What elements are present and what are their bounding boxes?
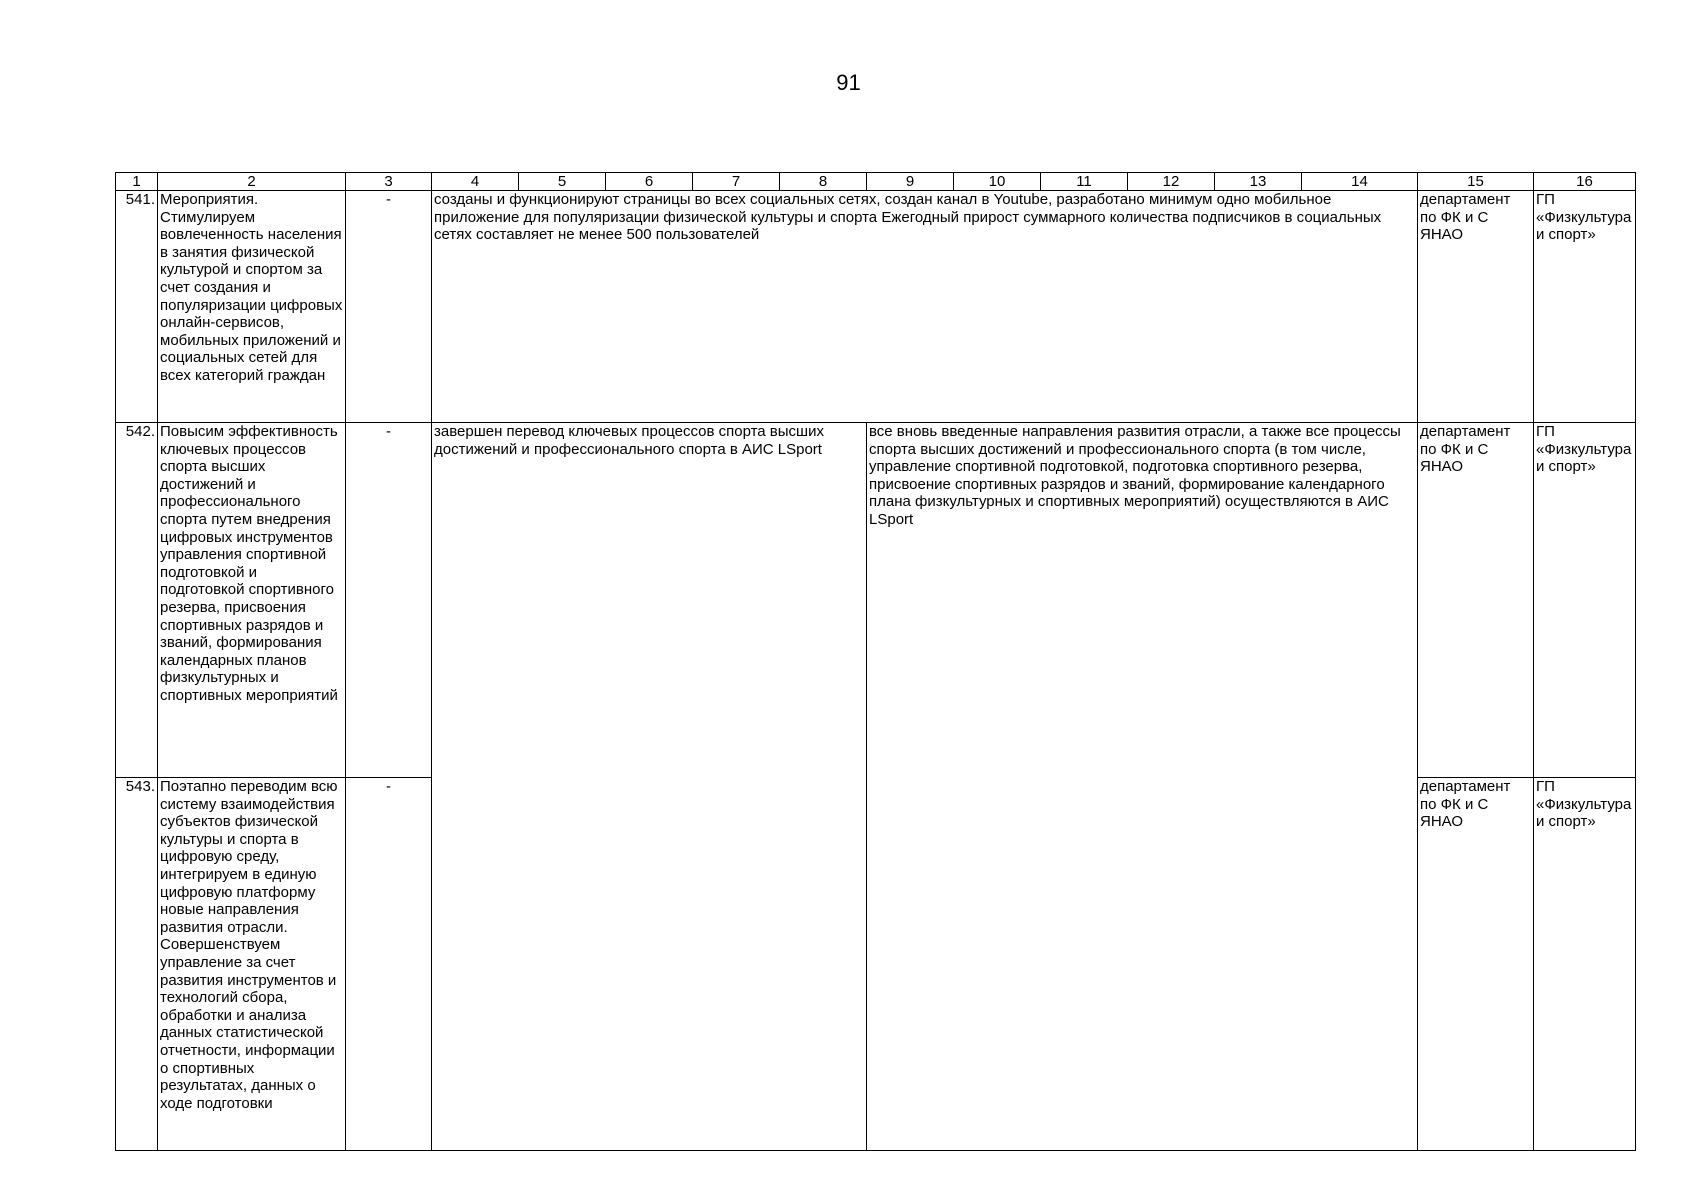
header-cell: 4 xyxy=(432,173,519,191)
header-cell: 9 xyxy=(867,173,954,191)
header-cell: 13 xyxy=(1215,173,1302,191)
header-cell: 16 xyxy=(1534,173,1636,191)
header-cell: 12 xyxy=(1128,173,1215,191)
responsible-cell: департамент по ФК и С ЯНАО xyxy=(1418,778,1534,1151)
header-cell: 7 xyxy=(693,173,780,191)
responsible-cell: департамент по ФК и С ЯНАО xyxy=(1418,423,1534,778)
header-cell: 3 xyxy=(346,173,432,191)
header-cell: 10 xyxy=(954,173,1041,191)
col3-value: - xyxy=(346,191,432,423)
measure-result-stage-2: все вновь введенные направления развития отрасли, а также все процессы спорта высших достижений и профессионального спорта (в том числе, управление спортивной подготовкой, подготовка спортивного резерва, присвоение спортивных разрядов и званий, формирование календарного плана физкультурных и спортивных мероприятий) осуществляются в АИС LSport xyxy=(867,423,1418,1151)
row-number: 541. xyxy=(116,191,158,423)
page-number: 91 xyxy=(836,70,861,95)
header-cell: 2 xyxy=(158,173,346,191)
program-cell: ГП «Физкультура и спорт» xyxy=(1534,191,1636,423)
program-cell: ГП «Физкультура и спорт» xyxy=(1534,778,1636,1151)
header-row xyxy=(116,173,1636,191)
header-cell: 6 xyxy=(606,173,693,191)
header-cell: 14 xyxy=(1302,173,1418,191)
row-number: 542. xyxy=(116,423,158,778)
header-cell: 15 xyxy=(1418,173,1534,191)
table-row xyxy=(116,423,1636,778)
measures-table xyxy=(115,172,1636,1151)
table-row xyxy=(116,191,1636,423)
measure-title: Поэтапно переводим всю систему взаимодействия субъектов физической культуры и спорта в цифровую среду, интегрируем в единую цифровую платформу новые направления развития отрасли. Совершенствуем управление за счет развития инструментов и технологий сбора, обработки и анализа данных статистической отчетности, информации о спортивных результатах, данных о ходе подготовки xyxy=(158,778,346,1151)
header-cell: 1 xyxy=(116,173,158,191)
header-cell: 8 xyxy=(780,173,867,191)
responsible-cell: департамент по ФК и С ЯНАО xyxy=(1418,191,1534,423)
header-cell: 5 xyxy=(519,173,606,191)
program-cell: ГП «Физкультура и спорт» xyxy=(1534,423,1636,778)
col3-value: - xyxy=(346,778,432,1151)
col3-value: - xyxy=(346,423,432,778)
measure-title: Повысим эффективность ключевых процессов спорта высших достижений и профессионального спорта путем внедрения цифровых инструментов управления спортивной подготовкой и подготовкой спортивного резерва, присвоения спортивных разрядов и званий, формирования календарных планов физкультурных и спортивных мероприятий xyxy=(158,423,346,778)
row-number: 543. xyxy=(116,778,158,1151)
header-cell: 11 xyxy=(1041,173,1128,191)
measure-title: Мероприятия. Стимулируем вовлеченность населения в занятия физической культурой и спортом за счет создания и популяризации цифровых онлайн-сервисов, мобильных приложений и социальных сетей для всех категорий граждан xyxy=(158,191,346,423)
measure-result-stage-1: завершен перевод ключевых процессов спорта высших достижений и профессионального спорта в АИС LSport xyxy=(432,423,867,1151)
measure-result: созданы и функционируют страницы во всех социальных сетях, создан канал в Youtube, разработано минимум одно мобильное приложение для популяризации физической культуры и спорта Ежегодный прирост суммарного количества подписчиков в социальных сетях составляет не менее 500 пользователей xyxy=(432,191,1418,423)
